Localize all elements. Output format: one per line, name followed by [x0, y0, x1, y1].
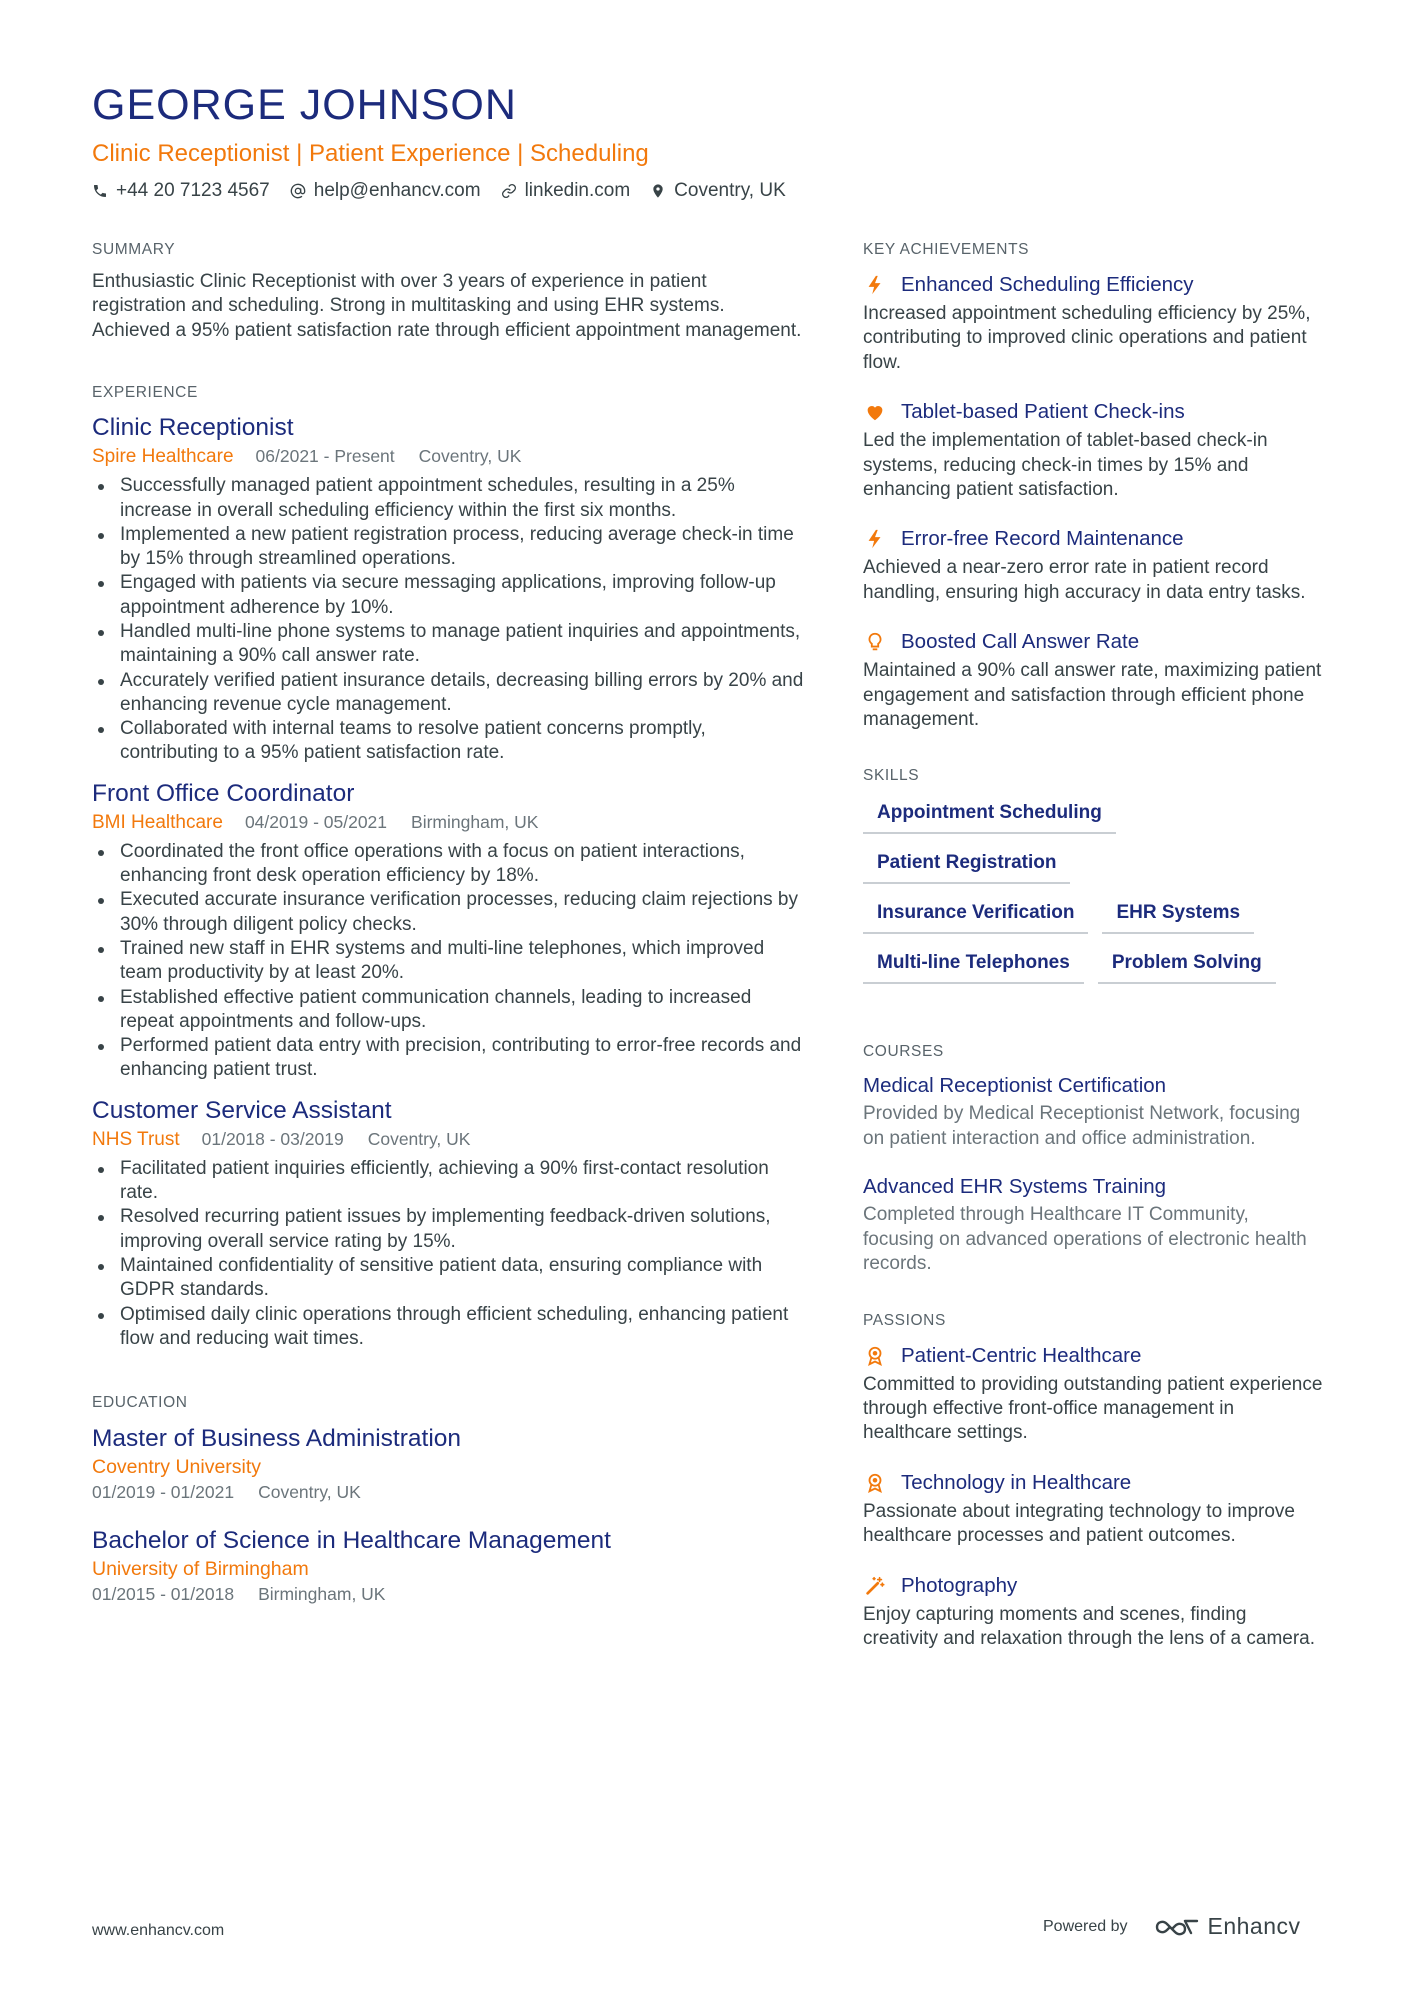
passion-item [863, 1571, 1323, 1652]
achievement-desc: Led the implementation of tablet-based check-in systems, reducing check-in times by 15% and enhancing patient satisfaction. [863, 430, 1268, 501]
passions-section [863, 1311, 1323, 1652]
course-item [863, 1072, 1323, 1151]
achievement-desc: Achieved a near-zero error rate in patient record handling, ensuring high accuracy in data entry tasks. [863, 557, 1306, 603]
achievement-header [863, 270, 1323, 300]
passion-header [863, 1468, 1323, 1498]
passion-desc: Enjoy capturing moments and scenes, finding creativity and relaxation through the lens of a camera. [863, 1603, 1316, 1649]
passion-title: Patient-Centric Healthcare [901, 1343, 1142, 1367]
education-meta [92, 1480, 804, 1505]
education-section [92, 1393, 804, 1607]
enhancv-logo-icon [1154, 1915, 1200, 1939]
job-title: Front Office Coordinator [92, 779, 355, 807]
job-meta [92, 809, 804, 836]
job-title: Clinic Receptionist [92, 414, 294, 442]
achievement-item [863, 397, 1323, 502]
achievement-header [863, 397, 1323, 427]
achievement-header [863, 524, 1323, 554]
footer-website[interactable]: www.enhancv.com [92, 1922, 225, 1939]
candidate-name: GEORGE JOHNSON [92, 81, 517, 129]
job-location: Birmingham, UK [411, 811, 539, 832]
bullet-item: Coordinated the front office operations with a focus on patient interactions, enhancing front desk operation efficiency by 18%. [92, 840, 804, 889]
passion-header [863, 1341, 1323, 1371]
heart-icon [863, 400, 887, 424]
contact-phone[interactable] [92, 178, 270, 204]
achievement-desc: Maintained a 90% call answer rate, maximizing patient engagement and satisfaction through efficient phone management. [863, 660, 1322, 731]
experience-section [92, 383, 804, 1351]
education-dates: 01/2015 - 01/2018 [92, 1584, 235, 1605]
education-meta [92, 1582, 804, 1607]
achievements-section [863, 240, 1323, 732]
skill-tag: Appointment Scheduling [863, 796, 1116, 834]
resume-header [92, 78, 1332, 204]
education-title: EDUCATION [92, 1394, 188, 1412]
bullet-item: Resolved recurring patient issues by implementing feedback-driven solutions, improving overall service rating by 15%. [92, 1205, 804, 1254]
course-desc: Completed through Healthcare IT Community, focusing on advanced operations of electronic health records. [863, 1204, 1307, 1275]
lightning-icon [863, 527, 887, 551]
passion-header [863, 1571, 1323, 1601]
skill-tag: Patient Registration [863, 846, 1070, 884]
achievements-title: KEY ACHIEVEMENTS [863, 241, 1030, 258]
bullet-item: Collaborated with internal teams to resolve patient concerns promptly, contributing to a 95% patient satisfaction rate. [92, 717, 804, 766]
company-name: BMI Healthcare [92, 811, 223, 833]
job-dates: 06/2021 - Present [255, 446, 395, 467]
achievement-item [863, 524, 1323, 605]
degree-name: Bachelor of Science in Healthcare Management [92, 1527, 611, 1555]
degree-name: Master of Business Administration [92, 1425, 462, 1453]
skill-tag: Problem Solving [1098, 946, 1276, 984]
contact-email[interactable] [290, 178, 481, 204]
course-title: Medical Receptionist Certification [863, 1074, 1167, 1098]
location-text: Coventry, UK [674, 180, 786, 201]
summary-title: SUMMARY [92, 241, 176, 258]
skill-tag: Multi-line Telephones [863, 946, 1084, 984]
linkedin-text: linkedin.com [524, 180, 631, 201]
powered-by-text: Powered by [1043, 1917, 1128, 1935]
passion-item [863, 1341, 1323, 1446]
magic-wand-icon [863, 1574, 887, 1598]
school-name: University of Birmingham [92, 1558, 309, 1581]
candidate-headline: Clinic Receptionist | Patient Experience | Scheduling [92, 140, 649, 167]
contact-location [650, 178, 786, 204]
achievement-title: Enhanced Scheduling Efficiency [901, 273, 1194, 296]
job-meta [92, 443, 804, 470]
education-location: Coventry, UK [258, 1482, 361, 1503]
education-dates: 01/2019 - 01/2021 [92, 1482, 235, 1503]
achievement-title: Boosted Call Answer Rate [901, 630, 1140, 654]
bullet-item: Established effective patient communication channels, leading to increased repeat appointments and follow-ups. [92, 986, 804, 1035]
experience-item [92, 779, 804, 1083]
skills-section [863, 766, 1323, 996]
achievement-desc: Increased appointment scheduling efficiency by 25%, contributing to improved clinic operations and patient flow. [863, 303, 1311, 373]
job-bullets [92, 474, 804, 766]
job-bullets [92, 1157, 804, 1351]
experience-item [92, 1096, 804, 1351]
job-meta [92, 1126, 804, 1153]
course-desc: Provided by Medical Receptionist Network, focusing on patient interaction and office administration. [863, 1103, 1301, 1149]
courses-section [863, 1042, 1323, 1276]
skill-tag: Insurance Verification [863, 896, 1088, 934]
achievement-title: Error-free Record Maintenance [901, 527, 1184, 551]
experience-title: EXPERIENCE [92, 384, 198, 402]
education-item [92, 1525, 804, 1607]
brand-name: Enhancv [1207, 1913, 1301, 1939]
experience-item [92, 413, 804, 766]
company-name: NHS Trust [92, 1128, 180, 1150]
skills-title: SKILLS [863, 767, 920, 785]
course-item [863, 1173, 1323, 1276]
footer-branding [1043, 1913, 1301, 1940]
job-title: Customer Service Assistant [92, 1096, 392, 1124]
bullet-item: Performed patient data entry with precision, contributing to error-free records and enhancing patient trust. [92, 1034, 804, 1083]
enhancv-logo[interactable] [1154, 1913, 1301, 1940]
achievement-title: Tablet-based Patient Check-ins [901, 400, 1185, 424]
passions-title: PASSIONS [863, 1311, 946, 1329]
right-column [863, 240, 1323, 1673]
lightbulb-icon [863, 630, 887, 654]
job-dates: 01/2018 - 03/2019 [201, 1128, 344, 1149]
location-pin-icon [650, 183, 666, 199]
at-icon [290, 183, 306, 199]
contact-linkedin[interactable] [501, 178, 631, 204]
contact-bar [92, 178, 1332, 204]
passion-desc: Committed to providing outstanding patient experience through effective front-office management in healthcare settings. [863, 1373, 1323, 1444]
bullet-item: Handled multi-line phone systems to manage patient inquiries and appointments, maintaining a 90% call answer rate. [92, 620, 804, 669]
summary-section [92, 240, 804, 343]
passion-desc: Passionate about integrating technology to improve healthcare processes and patient outcomes. [863, 1500, 1295, 1547]
bullet-item: Accurately verified patient insurance details, decreasing billing errors by 20% and enhancing revenue cycle management. [92, 669, 804, 718]
passion-title: Technology in Healthcare [901, 1470, 1132, 1494]
school-name: Coventry University [92, 1456, 262, 1479]
job-dates: 04/2019 - 05/2021 [244, 811, 388, 832]
passion-title: Photography [901, 1573, 1018, 1597]
bullet-item: Implemented a new patient registration process, reducing average check-in time by 15% through streamlined operations. [92, 523, 804, 572]
bullet-item: Executed accurate insurance verification processes, reducing claim rejections by 30% through diligent policy checks. [92, 888, 804, 937]
passion-item [863, 1468, 1323, 1549]
phone-icon [92, 183, 108, 199]
award-icon [863, 1471, 887, 1495]
course-title: Advanced EHR Systems Training [863, 1175, 1167, 1199]
bullet-item: Trained new staff in EHR systems and multi-line telephones, which improved team productivity by at least 20%. [92, 937, 804, 986]
achievement-item [863, 270, 1323, 375]
bullet-item: Facilitated patient inquiries efficiently, achieving a 90% first-contact resolution rate. [92, 1157, 804, 1206]
company-name: Spire Healthcare [92, 446, 234, 468]
email-text: help@enhancv.com [313, 180, 481, 201]
bullet-item: Optimised daily clinic operations through efficient scheduling, enhancing patient flow and reducing wait times. [92, 1303, 804, 1352]
education-location: Birmingham, UK [258, 1584, 386, 1605]
bullet-item: Successfully managed patient appointment schedules, resulting in a 25% increase in overall scheduling efficiency within the first six months. [92, 474, 804, 523]
lightning-icon [863, 273, 887, 297]
summary-text: Enthusiastic Clinic Receptionist with over 3 years of experience in patient registration and scheduling. Strong in multitasking and using EHR systems. Achieved a 95% patient satisfaction rate through efficient appointment management. [92, 271, 802, 341]
job-location: Coventry, UK [418, 446, 522, 467]
courses-title: COURSES [863, 1043, 944, 1061]
phone-text: +44 20 7123 4567 [116, 180, 270, 201]
education-item [92, 1423, 804, 1505]
achievement-header [863, 627, 1323, 657]
skill-tag: EHR Systems [1102, 896, 1254, 934]
award-icon [863, 1344, 887, 1368]
job-location: Coventry, UK [367, 1128, 471, 1149]
job-bullets [92, 840, 804, 1083]
bullet-item: Maintained confidentiality of sensitive patient data, ensuring compliance with GDPR standards. [92, 1254, 804, 1303]
left-column [92, 240, 804, 1627]
achievement-item [863, 627, 1323, 732]
link-icon [501, 183, 517, 199]
bullet-item: Engaged with patients via secure messaging applications, improving follow-up appointment adherence by 10%. [92, 571, 804, 620]
skills-list [863, 796, 1323, 996]
